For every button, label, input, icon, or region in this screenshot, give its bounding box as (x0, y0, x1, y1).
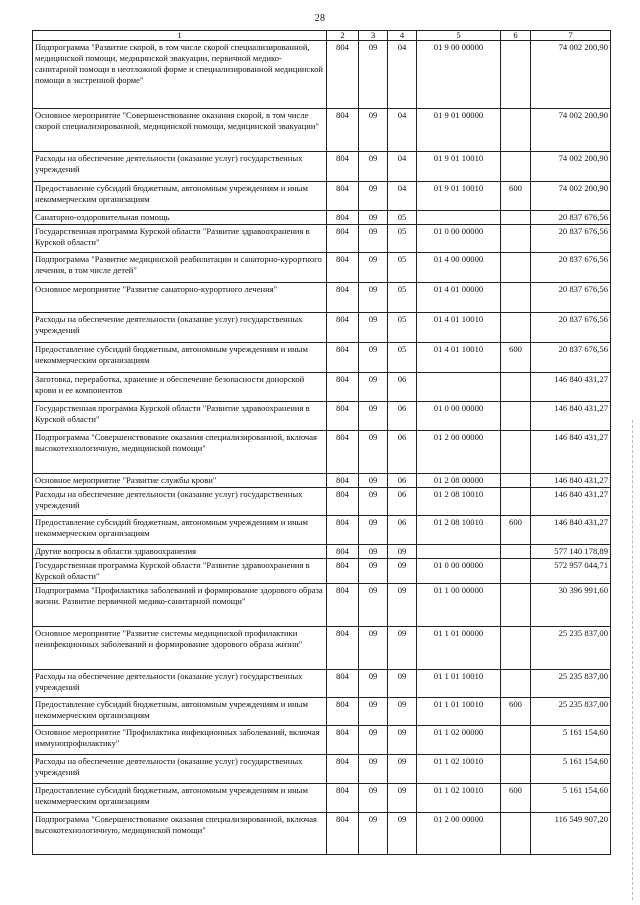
row-code5-cell: 01 1 02 10010 (417, 755, 501, 784)
row-code3-cell: 09 (359, 755, 388, 784)
header-cell: 2 (327, 31, 359, 41)
row-code4-cell: 06 (388, 474, 417, 488)
row-code2-cell: 804 (327, 584, 359, 627)
row-code2-cell: 804 (327, 402, 359, 431)
row-code4-cell: 09 (388, 627, 417, 670)
row-code6-cell: 600 (501, 343, 531, 373)
row-name-cell: Подпрограмма "Совершенствование оказания специализированной, включая высокотехнологичную, медицинской помощи" (33, 431, 327, 474)
row-code2-cell: 804 (327, 813, 359, 855)
row-code3-cell: 09 (359, 152, 388, 182)
row-code2-cell: 804 (327, 109, 359, 152)
row-name-cell: Подпрограмма "Развитие скорой, в том числе скорой специализированной, медицинской помощи, медицинской эвакуации, первичной медико-санитарной помощи в неотложной форме и специализированной медицинской помощи в экстренной форме" (33, 41, 327, 109)
row-code4-cell: 05 (388, 211, 417, 225)
row-name-cell: Государственная программа Курской области "Развитие здравоохранения в Курской области" (33, 559, 327, 584)
row-sum-cell: 146 840 431,27 (531, 402, 611, 431)
row-code5-cell: 01 4 01 10010 (417, 343, 501, 373)
row-sum-cell: 146 840 431,27 (531, 474, 611, 488)
row-code4-cell: 09 (388, 755, 417, 784)
row-sum-cell: 146 840 431,27 (531, 431, 611, 474)
row-sum-cell: 74 002 200,90 (531, 182, 611, 211)
row-name-cell: Предоставление субсидий бюджетным, автономным учреждениям и иным некоммерческим организациям (33, 516, 327, 545)
row-code2-cell: 804 (327, 670, 359, 698)
row-code5-cell: 01 1 01 10010 (417, 698, 501, 726)
table-row (33, 211, 611, 225)
row-code5-cell: 01 9 01 00000 (417, 109, 501, 152)
row-code3-cell: 09 (359, 373, 388, 402)
table-row (33, 109, 611, 152)
row-sum-cell: 25 235 837,00 (531, 670, 611, 698)
row-code3-cell: 09 (359, 225, 388, 253)
row-code6-cell (501, 559, 531, 584)
row-sum-cell: 116 549 907,20 (531, 813, 611, 855)
row-code5-cell: 01 4 01 00000 (417, 283, 501, 313)
row-code6-cell (501, 152, 531, 182)
row-name-cell: Расходы на обеспечение деятельности (оказание услуг) государственных учреждений (33, 755, 327, 784)
table-row (33, 516, 611, 545)
row-name-cell: Основное мероприятие "Развитие службы крови" (33, 474, 327, 488)
table-row (33, 488, 611, 516)
row-name-cell: Основное мероприятие "Развитие системы медицинской профилактики неинфекционных заболеваний и формирование здорового образа жизни" (33, 627, 327, 670)
row-name-cell: Государственная программа Курской области "Развитие здравоохранения в Курской области" (33, 225, 327, 253)
row-code4-cell: 06 (388, 488, 417, 516)
row-code5-cell (417, 545, 501, 559)
row-code2-cell: 804 (327, 627, 359, 670)
row-sum-cell: 20 837 676,56 (531, 211, 611, 225)
row-name-cell: Основное мероприятие "Развитие санаторно-курортного лечения" (33, 283, 327, 313)
row-name-cell: Предоставление субсидий бюджетным, автономным учреждениям и иным некоммерческим организациям (33, 182, 327, 211)
scan-edge-mark (632, 420, 634, 900)
row-name-cell: Расходы на обеспечение деятельности (оказание услуг) государственных учреждений (33, 152, 327, 182)
row-code5-cell (417, 373, 501, 402)
row-code3-cell: 09 (359, 431, 388, 474)
header-cell: 3 (359, 31, 388, 41)
row-sum-cell: 146 840 431,27 (531, 373, 611, 402)
row-sum-cell: 74 002 200,90 (531, 109, 611, 152)
header-cell: 6 (501, 31, 531, 41)
row-code6-cell: 600 (501, 784, 531, 813)
row-code2-cell: 804 (327, 283, 359, 313)
row-code2-cell: 804 (327, 488, 359, 516)
row-code4-cell: 04 (388, 182, 417, 211)
row-name-cell: Основное мероприятие "Совершенствование оказания скорой, в том числе скорой специализированной, медицинской помощи, медицинской эвакуации" (33, 109, 327, 152)
row-code4-cell: 09 (388, 584, 417, 627)
table-row (33, 152, 611, 182)
row-code4-cell: 09 (388, 698, 417, 726)
row-code3-cell: 09 (359, 343, 388, 373)
row-code3-cell: 09 (359, 211, 388, 225)
row-code5-cell: 01 2 00 00000 (417, 431, 501, 474)
table-row (33, 813, 611, 855)
row-code4-cell: 06 (388, 373, 417, 402)
row-code6-cell (501, 726, 531, 755)
row-sum-cell: 74 002 200,90 (531, 152, 611, 182)
row-code5-cell: 01 2 00 00000 (417, 813, 501, 855)
table-row (33, 627, 611, 670)
row-code2-cell: 804 (327, 253, 359, 283)
header-cell: 4 (388, 31, 417, 41)
row-code3-cell: 09 (359, 474, 388, 488)
row-name-cell: Предоставление субсидий бюджетным, автономным учреждениям и иным некоммерческим организациям (33, 343, 327, 373)
row-name-cell: Расходы на обеспечение деятельности (оказание услуг) государственных учреждений (33, 313, 327, 343)
row-code6-cell (501, 755, 531, 784)
row-code6-cell (501, 253, 531, 283)
row-code6-cell (501, 627, 531, 670)
row-name-cell: Подпрограмма "Совершенствование оказания специализированной, включая высокотехнологичную, медицинской помощи" (33, 813, 327, 855)
row-code4-cell: 06 (388, 516, 417, 545)
row-code2-cell: 804 (327, 41, 359, 109)
row-code2-cell: 804 (327, 559, 359, 584)
row-code6-cell (501, 211, 531, 225)
row-code6-cell (501, 225, 531, 253)
row-code6-cell (501, 545, 531, 559)
row-code4-cell: 09 (388, 559, 417, 584)
row-name-cell: Подпрограмма "Профилактика заболеваний и формирование здорового образа жизни. Развитие первичной медико-санитарной помощи" (33, 584, 327, 627)
table-row (33, 559, 611, 584)
table-row (33, 373, 611, 402)
page-number: 28 (314, 13, 326, 24)
header-row (33, 31, 611, 41)
row-code5-cell: 01 4 01 10010 (417, 313, 501, 343)
table-row (33, 698, 611, 726)
row-code6-cell: 600 (501, 698, 531, 726)
row-code3-cell: 09 (359, 545, 388, 559)
table-row (33, 343, 611, 373)
row-name-cell: Государственная программа Курской области "Развитие здравоохранения в Курской области" (33, 402, 327, 431)
table-row (33, 670, 611, 698)
row-sum-cell: 74 002 200,90 (531, 41, 611, 109)
row-code4-cell: 09 (388, 726, 417, 755)
row-code3-cell: 09 (359, 253, 388, 283)
row-code5-cell: 01 0 00 00000 (417, 402, 501, 431)
row-code2-cell: 804 (327, 726, 359, 755)
table-row (33, 41, 611, 109)
row-code2-cell: 804 (327, 545, 359, 559)
row-code4-cell: 04 (388, 109, 417, 152)
row-sum-cell: 20 837 676,56 (531, 225, 611, 253)
row-sum-cell: 20 837 676,56 (531, 283, 611, 313)
row-code2-cell: 804 (327, 516, 359, 545)
row-code6-cell: 600 (501, 182, 531, 211)
row-code2-cell: 804 (327, 313, 359, 343)
row-code5-cell: 01 2 08 10010 (417, 516, 501, 545)
row-sum-cell: 30 396 991,60 (531, 584, 611, 627)
row-code3-cell: 09 (359, 726, 388, 755)
row-code5-cell: 01 1 02 10010 (417, 784, 501, 813)
row-sum-cell: 5 161 154,60 (531, 755, 611, 784)
row-code2-cell: 804 (327, 225, 359, 253)
row-code2-cell: 804 (327, 431, 359, 474)
row-code2-cell: 804 (327, 373, 359, 402)
table-row (33, 313, 611, 343)
row-name-cell: Подпрограмма "Развитие медицинской реабилитации и санаторно-курортного лечения, в том числе детей" (33, 253, 327, 283)
table-row (33, 182, 611, 211)
table-row (33, 784, 611, 813)
row-code4-cell: 09 (388, 813, 417, 855)
row-code3-cell: 09 (359, 402, 388, 431)
row-code2-cell: 804 (327, 755, 359, 784)
row-code5-cell: 01 9 01 10010 (417, 152, 501, 182)
row-code6-cell (501, 584, 531, 627)
row-code5-cell: 01 2 08 00000 (417, 474, 501, 488)
row-code6-cell (501, 431, 531, 474)
row-code5-cell: 01 1 01 10010 (417, 670, 501, 698)
row-code2-cell: 804 (327, 343, 359, 373)
row-code4-cell: 06 (388, 431, 417, 474)
header-cell: 7 (531, 31, 611, 41)
row-code2-cell: 804 (327, 784, 359, 813)
row-code6-cell (501, 488, 531, 516)
table-row (33, 253, 611, 283)
row-code2-cell: 804 (327, 474, 359, 488)
table-row (33, 431, 611, 474)
table-row (33, 755, 611, 784)
row-code3-cell: 09 (359, 41, 388, 109)
row-name-cell: Санаторно-оздоровительная помощь (33, 211, 327, 225)
row-code3-cell: 09 (359, 559, 388, 584)
row-code3-cell: 09 (359, 109, 388, 152)
header-cell: 5 (417, 31, 501, 41)
row-code5-cell: 01 9 00 00000 (417, 41, 501, 109)
row-code6-cell (501, 41, 531, 109)
row-code6-cell: 600 (501, 516, 531, 545)
row-code4-cell: 05 (388, 343, 417, 373)
row-code4-cell: 05 (388, 253, 417, 283)
row-code5-cell: 01 1 01 00000 (417, 627, 501, 670)
row-code5-cell: 01 9 01 10010 (417, 182, 501, 211)
row-code4-cell: 09 (388, 784, 417, 813)
row-name-cell: Предоставление субсидий бюджетным, автономным учреждениям и иным некоммерческим организациям (33, 698, 327, 726)
row-code3-cell: 09 (359, 488, 388, 516)
row-code6-cell (501, 474, 531, 488)
row-code3-cell: 09 (359, 313, 388, 343)
row-code4-cell: 04 (388, 152, 417, 182)
table-row (33, 726, 611, 755)
row-code4-cell: 05 (388, 313, 417, 343)
table-row (33, 283, 611, 313)
row-code6-cell (501, 670, 531, 698)
row-code2-cell: 804 (327, 698, 359, 726)
row-code6-cell (501, 313, 531, 343)
table-row (33, 402, 611, 431)
budget-table (32, 30, 611, 855)
row-sum-cell: 25 235 837,00 (531, 627, 611, 670)
row-sum-cell: 146 840 431,27 (531, 516, 611, 545)
row-code6-cell (501, 109, 531, 152)
row-code3-cell: 09 (359, 182, 388, 211)
row-sum-cell: 572 957 044,71 (531, 559, 611, 584)
row-code5-cell: 01 4 00 00000 (417, 253, 501, 283)
row-code3-cell: 09 (359, 813, 388, 855)
row-code5-cell: 01 0 00 00000 (417, 225, 501, 253)
row-code3-cell: 09 (359, 516, 388, 545)
table-body (33, 41, 611, 855)
row-code3-cell: 09 (359, 784, 388, 813)
row-code5-cell (417, 211, 501, 225)
table-row (33, 474, 611, 488)
row-code3-cell: 09 (359, 670, 388, 698)
row-code4-cell: 06 (388, 402, 417, 431)
row-name-cell: Основное мероприятие "Профилактика инфекционных заболеваний, включая иммунопрофилактику" (33, 726, 327, 755)
row-code4-cell: 09 (388, 545, 417, 559)
row-code4-cell: 09 (388, 670, 417, 698)
row-name-cell: Другие вопросы в области здравоохранения (33, 545, 327, 559)
row-name-cell: Предоставление субсидий бюджетным, автономным учреждениям и иным некоммерческим организациям (33, 784, 327, 813)
row-name-cell: Заготовка, переработка, хранение и обеспечение безопасности донорской крови и ее компонентов (33, 373, 327, 402)
row-sum-cell: 20 837 676,56 (531, 253, 611, 283)
row-code4-cell: 05 (388, 283, 417, 313)
row-code4-cell: 05 (388, 225, 417, 253)
table-row (33, 545, 611, 559)
row-code6-cell (501, 373, 531, 402)
row-sum-cell: 577 140 178,89 (531, 545, 611, 559)
row-code5-cell: 01 1 00 00000 (417, 584, 501, 627)
row-code3-cell: 09 (359, 283, 388, 313)
row-code2-cell: 804 (327, 152, 359, 182)
row-code5-cell: 01 2 08 10010 (417, 488, 501, 516)
table-row (33, 584, 611, 627)
header-cell: 1 (33, 31, 327, 41)
row-code3-cell: 09 (359, 627, 388, 670)
row-sum-cell: 5 161 154,60 (531, 784, 611, 813)
row-sum-cell: 25 235 837,00 (531, 698, 611, 726)
row-code5-cell: 01 0 00 00000 (417, 559, 501, 584)
row-code2-cell: 804 (327, 182, 359, 211)
row-sum-cell: 5 161 154,60 (531, 726, 611, 755)
row-sum-cell: 146 840 431,27 (531, 488, 611, 516)
row-code3-cell: 09 (359, 698, 388, 726)
row-sum-cell: 20 837 676,56 (531, 343, 611, 373)
row-sum-cell: 20 837 676,56 (531, 313, 611, 343)
row-code4-cell: 04 (388, 41, 417, 109)
row-code6-cell (501, 402, 531, 431)
table-row (33, 225, 611, 253)
row-code2-cell: 804 (327, 211, 359, 225)
row-code3-cell: 09 (359, 584, 388, 627)
row-name-cell: Расходы на обеспечение деятельности (оказание услуг) государственных учреждений (33, 488, 327, 516)
row-name-cell: Расходы на обеспечение деятельности (оказание услуг) государственных учреждений (33, 670, 327, 698)
row-code6-cell (501, 813, 531, 855)
row-code6-cell (501, 283, 531, 313)
row-code5-cell: 01 1 02 00000 (417, 726, 501, 755)
